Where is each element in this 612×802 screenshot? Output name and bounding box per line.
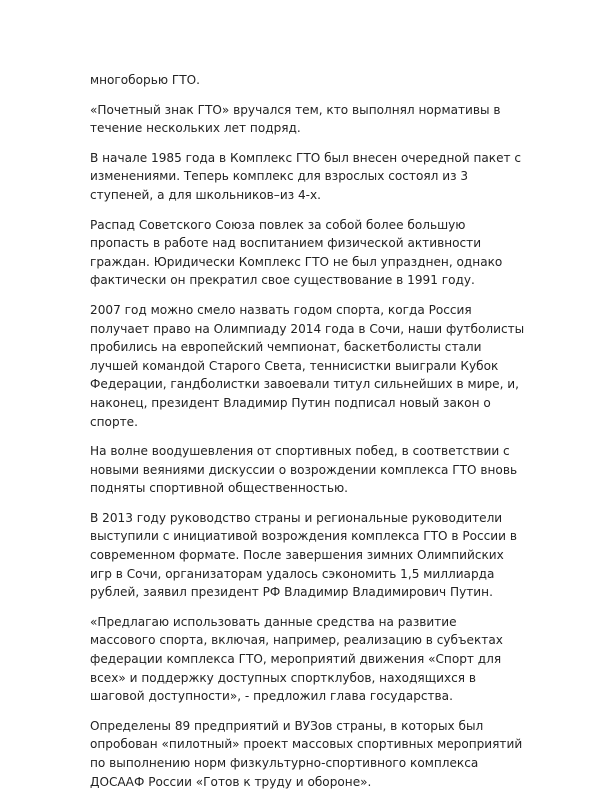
text-line: шаговой доступности», - предложил глава государства.	[90, 689, 453, 704]
paragraph	[90, 613, 530, 706]
text-line: федерации комплекса ГТО, мероприятий движения «Спорт для	[90, 652, 502, 667]
text-line: В 2013 году руководство страны и региональные руководители	[90, 510, 503, 525]
text-line: ступеней, а для школьников–из 4-х.	[90, 187, 322, 202]
text-line: течение нескольких лет подряд.	[90, 121, 301, 136]
text-line: массового спорта, включая, например, реализацию в субъектах	[90, 633, 503, 648]
paragraph	[90, 101, 530, 138]
text-line: На волне воодушевления от спортивных побед, в соответствии с	[90, 444, 510, 459]
text-line: многоборью ГТО.	[90, 73, 200, 87]
paragraph	[90, 216, 530, 290]
text-line: современном формате. После завершения зимних Олимпийских	[90, 548, 504, 563]
text-line: «Почетный знак ГТО» вручался тем, кто выполнял нормативы в	[90, 102, 501, 117]
text-line: «Предлагаю использовать данные средства на развитие	[90, 614, 457, 629]
paragraph	[90, 149, 530, 205]
text-line: Распад Советского Союза повлек за собой более большую	[90, 217, 466, 232]
text-line: В начале 1985 года в Комплекс ГТО был внесен очередной пакет с	[90, 150, 522, 165]
text-line: пробились на европейский чемпионат, баскетболисты стали	[90, 340, 482, 355]
text-line: игр в Сочи, организаторам удалось сэкономить 1,5 миллиарда	[90, 566, 495, 581]
paragraph	[90, 442, 530, 498]
text-line: Определены 89 предприятий и ВУЗов страны, в которых был	[90, 718, 484, 733]
text-line: получает право на Олимпиаду 2014 года в Сочи, наши футболисты	[90, 321, 525, 336]
paragraph	[90, 717, 530, 791]
document-page	[90, 71, 530, 802]
text-line: 2007 год можно смело назвать годом спорта, когда Россия	[90, 302, 472, 317]
text-line: опробован «пилотный» проект массовых спортивных мероприятий	[90, 737, 523, 752]
text-line: изменениями. Теперь комплекс для взрослых состоял из 3	[90, 169, 469, 184]
text-line: спорте.	[90, 414, 138, 429]
text-line: пропасть в работе над воспитанием физической активности	[90, 236, 482, 251]
text-line: всех» и поддержку доступных спортклубов, находящихся в	[90, 670, 477, 685]
paragraph	[90, 71, 530, 90]
text-line: лучшей командой Старого Света, теннисистки выиграли Кубок	[90, 358, 499, 373]
paragraph	[90, 509, 530, 602]
text-line: Федерации, гандболистки завоевали титул сильнейших в мире, и,	[90, 377, 519, 392]
text-line: рублей, заявил президент РФ Владимир Владимирович Путин.	[90, 585, 493, 600]
text-line: выступили с инициативой возрождения комплекса ГТО в России в	[90, 529, 517, 544]
text-line: наконец, президент Владимир Путин подписал новый закон о	[90, 395, 491, 410]
text-line: новыми веяниями дискуссии о возрождении комплекса ГТО вновь	[90, 462, 518, 477]
text-line: ДОСААФ России «Готов к труду и обороне».	[90, 774, 372, 789]
text-line: по выполнению норм физкультурно-спортивного комплекса	[90, 756, 479, 770]
text-line: фактически он прекратил свое существование в 1991 году.	[90, 273, 475, 288]
text-line: подняты спортивной общественностью.	[90, 481, 348, 496]
text-line: граждан. Юридически Комплекс ГТО не был упразднен, однако	[90, 254, 503, 269]
paragraph	[90, 301, 530, 431]
